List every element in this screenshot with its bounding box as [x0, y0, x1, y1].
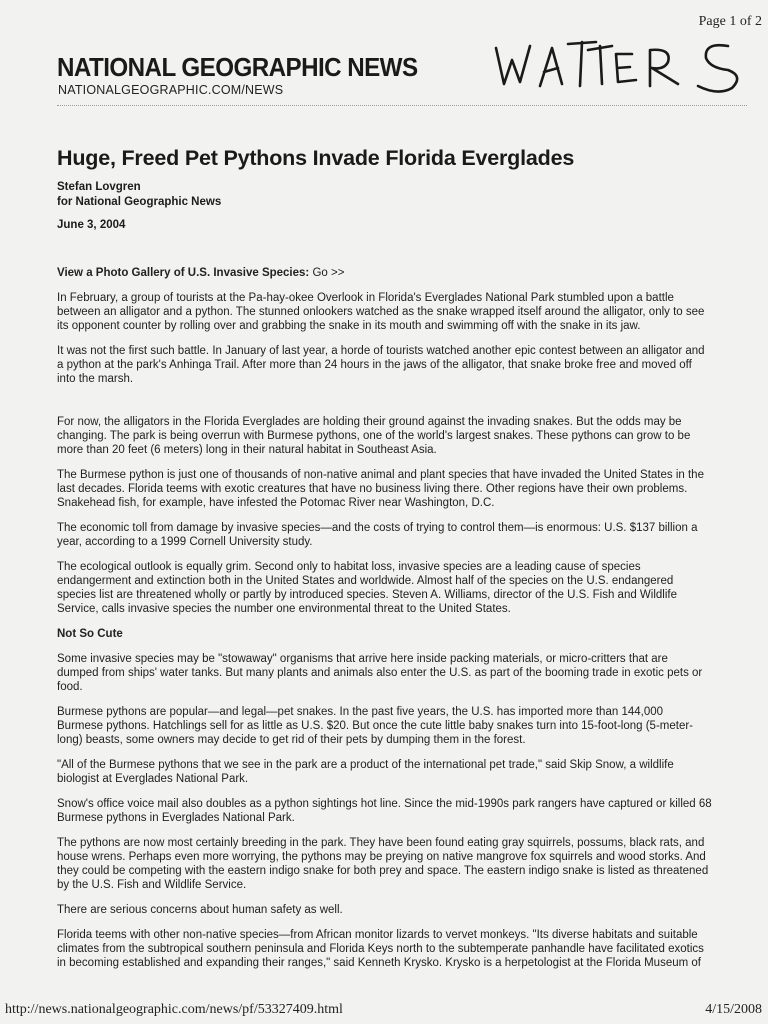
footer-url: http://news.nationalgeographic.com/news/pf/53327409.html — [5, 1002, 343, 1017]
author-affiliation: for National Geographic News — [57, 196, 222, 208]
masthead-title: NATIONAL GEOGRAPHIC NEWS — [57, 52, 418, 82]
article-body — [57, 266, 712, 981]
publish-date: June 3, 2004 — [57, 219, 126, 231]
paragraph: Florida teems with other non-native species—from African monitor lizards to vervet monkeys. "Its diverse habitats and suitable climates from the subtropical southern peninsula and Florida Keys north to the subtemperate panhandle have facilitated exotics in becoming established and expanding their ranges," said Kenneth Krysko. Krysko is a herpetologist at the Florida Museum of — [57, 929, 704, 969]
author-name: Stefan Lovgren — [57, 181, 141, 193]
byline — [57, 180, 221, 210]
photo-gallery-link[interactable]: Go >> — [312, 267, 345, 279]
paragraph: It was not the first such battle. In January of last year, a horde of tourists watched another epic contest between an alligator and a python at the park's Anhinga Trail. After more than 24 hours in the jaws of the alligator, that snake broke free and moved off into the marsh. — [57, 345, 705, 385]
paragraph: The Burmese python is just one of thousands of non-native animal and plant species that have invaded the United States in the last decades. Florida teems with exotic creatures that have no business living there. Other regions have their own problems. Snakehead fish, for example, have infested the Potomac River near Washington, D.C. — [57, 469, 704, 509]
handwritten-note — [492, 20, 762, 100]
paragraph: The economic toll from damage by invasive species—and the costs of trying to control them—is enormous: U.S. $137 billion a year, according to a 1999 Cornell University study. — [57, 522, 698, 548]
photo-gallery-text: View a Photo Gallery of U.S. Invasive Species: — [57, 267, 310, 279]
photo-gallery-line — [57, 266, 712, 280]
header-divider — [57, 105, 747, 106]
masthead-url: NATIONALGEOGRAPHIC.COM/NEWS — [58, 83, 284, 97]
section-subhead: Not So Cute — [57, 628, 123, 640]
article-headline: Huge, Freed Pet Pythons Invade Florida Everglades — [57, 146, 575, 170]
paragraph: There are serious concerns about human safety as well. — [57, 904, 343, 916]
paragraph: In February, a group of tourists at the Pa-hay-okee Overlook in Florida's Everglades National Park stumbled upon a battle between an alligator and a python. The stunned onlookers watched as the snake wrapped itself around the alligator, only to see its opponent counter by rolling over and grabbing the snake in its mouth and swimming off with the snake in its jaw. — [57, 292, 705, 332]
paragraph: Burmese pythons are popular—and legal—pet snakes. In the past five years, the U.S. has imported more than 144,000 Burmese pythons. Hatchlings sell for as little as U.S. $20. But once the cute little baby snakes turn into 15-foot-long (5-meter-long) beasts, some owners may decide to get rid of their pets by dumping them in the forest. — [57, 706, 694, 746]
paragraph: Snow's office voice mail also doubles as a python sightings hot line. Since the mid-1990s park rangers have captured or killed 68 Burmese pythons in Everglades National Park. — [57, 798, 712, 824]
paragraph: "All of the Burmese pythons that we see in the park are a product of the international pet trade," said Skip Snow, a wildlife biologist at Everglades National Park. — [57, 759, 674, 785]
paragraph: The pythons are now most certainly breeding in the park. They have been found eating gray squirrels, possums, black rats, and house wrens. Perhaps even more worrying, the pythons may be preying on native mangrove fox squirrels and wood storks. And they could be competing with the eastern indigo snake for both prey and space. The eastern indigo snake is listed as threatened by the U.S. Fish and Wildlife Service. — [57, 837, 709, 891]
footer-date: 4/15/2008 — [705, 1002, 762, 1017]
paragraph: The ecological outlook is equally grim. Second only to habitat loss, invasive species are a leading cause of species endangerment and extinction both in the United States and worldwide. Almost half of the species on the U.S. endangered species list are threatened wholly or partly by introduced species. Steven A. Williams, director of the U.S. Fish and Wildlife Service, calls invasive species the number one environmental threat to the United States. — [57, 561, 677, 615]
page-indicator: Page 1 of 2 — [698, 14, 762, 29]
paragraph: For now, the alligators in the Florida Everglades are holding their ground against the invading snakes. But the odds may be changing. The park is being overrun with Burmese pythons, one of the world's largest snakes. These pythons can grow to be more than 20 feet (6 meters) long in their natural habitat in Southeast Asia. — [57, 416, 691, 456]
paragraph: Some invasive species may be "stowaway" organisms that arrive here inside packing materials, or micro-critters that are dumped from ships' water tanks. But many plants and animals also enter the U.S. as part of the booming trade in exotic pets or food. — [57, 653, 703, 693]
